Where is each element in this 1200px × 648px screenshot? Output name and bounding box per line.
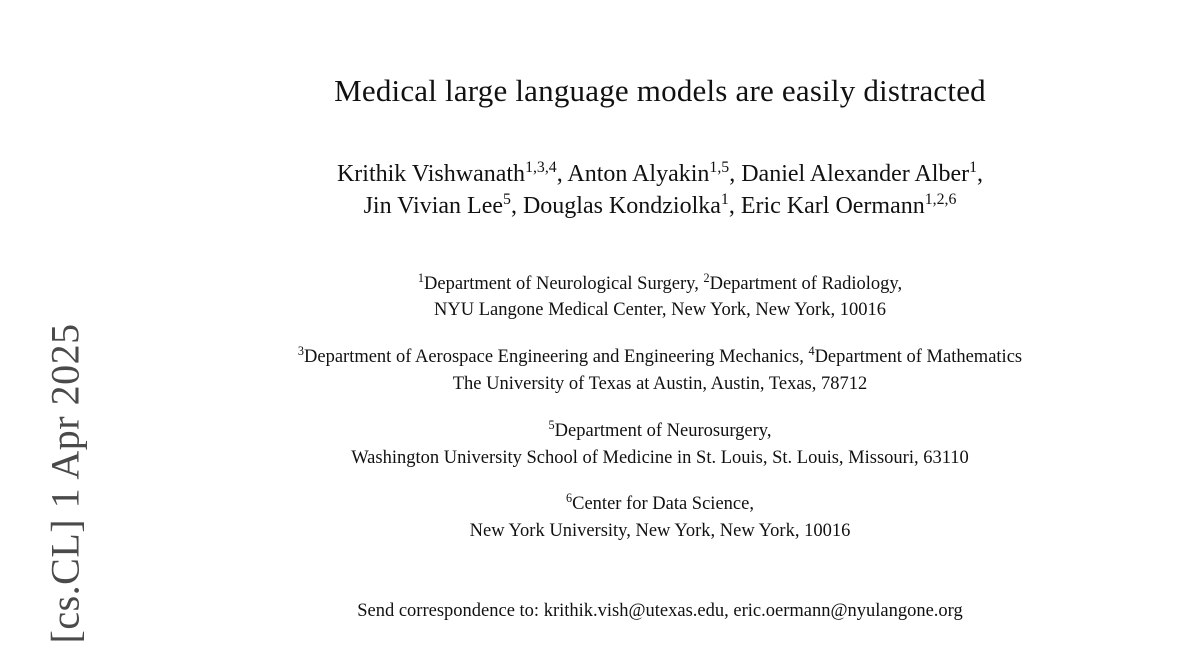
affiliation-text: Department of Neurosurgery, — [554, 420, 772, 441]
affiliation-line — [120, 271, 1200, 298]
page-title: Medical large language models are easily distracted — [334, 73, 986, 108]
affiliation-text: Department of Radiology, — [709, 273, 903, 294]
author-separator: , — [728, 192, 741, 219]
affiliation-item — [120, 418, 1200, 472]
affiliation-marker: 2 — [703, 270, 710, 285]
arxiv-identifier-stamp — [0, 0, 120, 648]
affiliation-marker: 3 — [297, 344, 304, 358]
affiliation-text: Department of Aerospace Engineering and Engineering Mechanics, — [304, 347, 809, 368]
affiliation-item — [120, 491, 1200, 545]
affiliation-line — [120, 418, 1200, 445]
affiliation-address: NYU Langone Medical Center, New York, New York, 10016 — [434, 300, 886, 321]
affiliation-marker: 5 — [548, 417, 555, 432]
affiliation-address: The University of Texas at Austin, Austin, Texas, 78712 — [452, 373, 868, 394]
affiliation-address: Washington University School of Medicine in St. Louis, St. Louis, Missouri, 63110 — [351, 447, 969, 468]
arxiv-stamp-text: [cs.CL] 1 Apr 2025 — [42, 323, 88, 644]
author-affiliation-marker: 1,5 — [709, 159, 730, 177]
author-name: Douglas Kondziolka — [522, 192, 721, 219]
author-name: Krithik Vishwanath — [336, 161, 526, 188]
affiliation-address: New York University, New York, New York, 10016 — [469, 521, 851, 542]
affiliation-text: Department of Mathematics — [814, 347, 1023, 368]
author-name: Eric Karl Oermann — [740, 192, 925, 219]
paper-front-matter — [120, 0, 1200, 648]
affiliation-text: Department of Neurological Surgery, — [424, 273, 704, 294]
affiliation-line — [120, 344, 1200, 371]
affiliation-item — [120, 344, 1200, 398]
affiliation-marker: 4 — [808, 344, 815, 358]
author-affiliation-marker: 1 — [969, 159, 978, 177]
author-separator: , — [977, 161, 984, 188]
affiliation-item — [120, 271, 1200, 325]
author-separator: , — [510, 192, 523, 219]
correspondence-note: Send correspondence to: krithik.vish@utexas.edu, eric.oermann@nyulangone.org — [357, 601, 963, 622]
author-line-2 — [120, 191, 1200, 223]
affiliation-text: Center for Data Science, — [572, 494, 754, 515]
author-name: Jin Vivian Lee — [363, 192, 504, 219]
affiliation-list — [120, 271, 1200, 546]
author-list — [120, 159, 1200, 222]
author-name: Daniel Alexander Alber — [741, 161, 970, 188]
affiliation-marker: 1 — [417, 270, 424, 285]
author-line-1 — [120, 159, 1200, 191]
author-affiliation-marker: 1 — [720, 190, 729, 208]
affiliation-marker: 6 — [566, 491, 573, 506]
author-separator: , — [556, 161, 568, 188]
author-affiliation-marker: 5 — [503, 190, 511, 208]
author-affiliation-marker: 1,2,6 — [924, 190, 957, 208]
author-name: Anton Alyakin — [567, 161, 710, 188]
affiliation-line — [120, 491, 1200, 518]
author-affiliation-marker: 1,3,4 — [525, 159, 557, 177]
author-separator: , — [729, 161, 742, 188]
